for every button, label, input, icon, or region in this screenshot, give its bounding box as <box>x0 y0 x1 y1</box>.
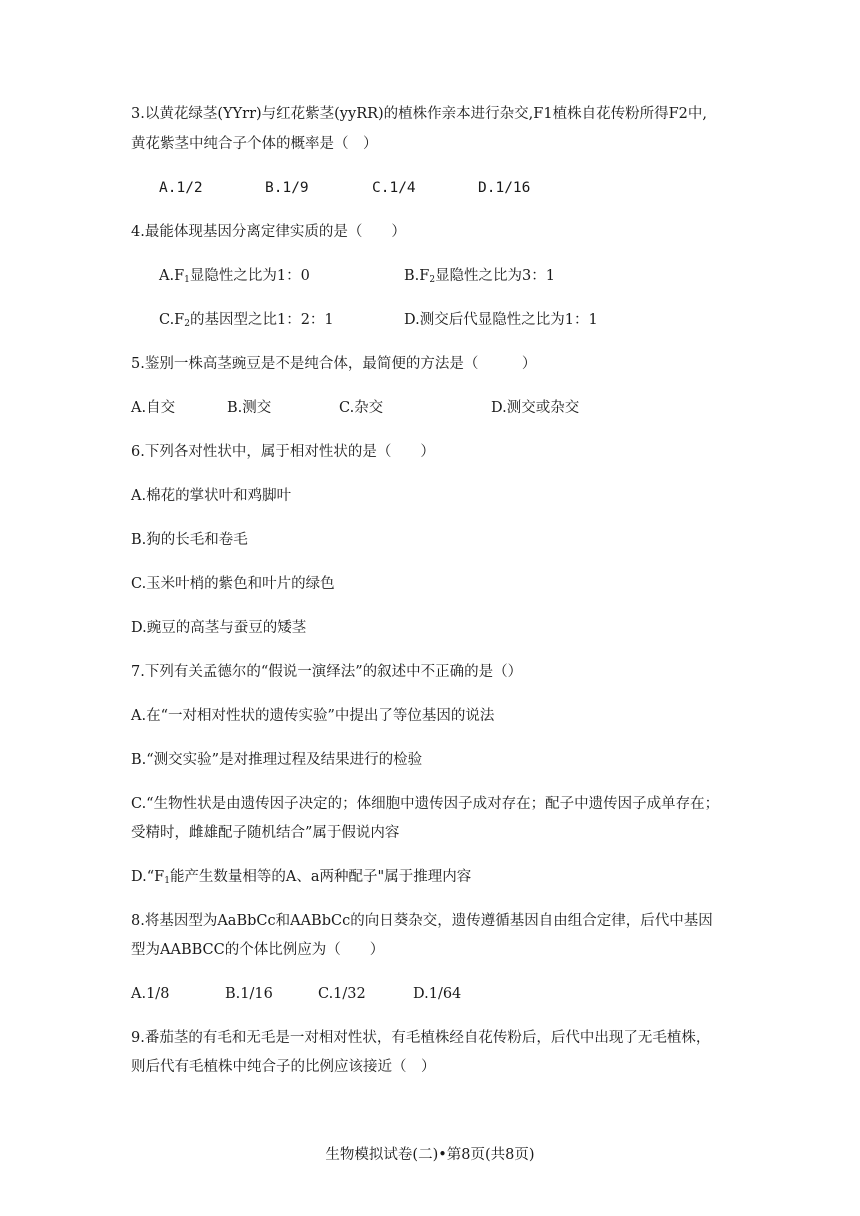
q7-option-a: A.在“一对相对性状的遗传实验”中提出了等位基因的说法 <box>131 708 495 724</box>
q7-option-c-line1: C.“生物性状是由遗传因子决定的；体细胞中遗传因子成对存在；配子中遗传因子成单存在； <box>131 796 720 812</box>
page-footer: 生物模拟试卷(二)•第8页(共8页) <box>325 1147 535 1163</box>
q8-stem-line1: 8.将基因型为AaBbCc和AABbCc的向日葵杂交，遗传遵循基因自由组合定律，后代中基因 <box>131 913 713 929</box>
q4-a-text: 显隐性之比为1：0 <box>189 268 310 284</box>
q5-option-a: A.自交 <box>131 400 176 416</box>
q7-d-prefix: D.“F <box>131 869 165 885</box>
q4-c-prefix: C.F <box>159 312 185 328</box>
q4-a-subscript: 1 <box>184 275 190 285</box>
q7-option-c-line2: 受精时，雌雄配子随机结合”属于假说内容 <box>131 825 400 841</box>
q9-stem-line1: 9.番茄茎的有毛和无毛是一对相对性状，有毛植株经自花传粉后，后代中出现了无毛植株， <box>131 1030 711 1046</box>
q6-stem: 6.下列各对性状中，属于相对性状的是（ ） <box>131 444 435 460</box>
q4-option-a <box>159 266 310 290</box>
q6-option-a: A.棉花的掌状叶和鸡脚叶 <box>131 488 292 504</box>
q7-option-d <box>131 867 471 891</box>
q3-stem-line1: 3.以黄花绿茎(YYrr)与红花紫茎(yyRR)的植株作亲本进行杂交,F1植株自花传粉所得F2中, <box>131 106 707 122</box>
q3-stem-line2: 黄花紫茎中纯合子个体的概率是（ ） <box>131 136 378 152</box>
q8-stem-line2: 型为AABBCC的个体比例应为（ ） <box>131 942 385 958</box>
q8-option-d: D.1/64 <box>413 986 462 1002</box>
q6-option-d: D.豌豆的高茎与蚕豆的矮茎 <box>131 620 307 636</box>
q5-option-b: B.测交 <box>227 400 272 416</box>
q4-a-prefix: A.F <box>159 268 185 284</box>
q3-option-d: D.1/16 <box>478 180 531 196</box>
q4-b-prefix: B.F <box>404 268 430 284</box>
q3-option-c: C.1/4 <box>372 180 416 196</box>
q5-option-c: C.杂交 <box>339 400 384 416</box>
q7-stem: 7.下列有关孟德尔的“假说一演绎法”的叙述中不正确的是（） <box>131 664 523 680</box>
q8-option-c: C.1/32 <box>318 986 366 1002</box>
q5-stem: 5.鉴别一株高茎豌豆是不是纯合体，最简便的方法是（ ） <box>131 356 537 372</box>
q4-option-b <box>404 266 555 290</box>
q8-option-a: A.1/8 <box>131 986 170 1002</box>
q4-stem: 4.最能体现基因分离定律实质的是（ ） <box>131 224 406 240</box>
q4-option-d: D.测交后代显隐性之比为1：1 <box>404 312 598 328</box>
q7-option-b: B.“测交实验”是对推理过程及结果进行的检验 <box>131 752 423 768</box>
q3-option-b: B.1/9 <box>265 180 309 196</box>
q4-b-text: 显隐性之比为3：1 <box>435 268 556 284</box>
q5-option-d: D.测交或杂交 <box>491 400 580 416</box>
q7-d-subscript: 1 <box>164 876 170 886</box>
q4-b-subscript: 2 <box>429 275 436 285</box>
q4-option-c <box>159 310 334 334</box>
q8-option-b: B.1/16 <box>225 986 273 1002</box>
q3-option-a: A.1/2 <box>159 180 203 196</box>
q4-c-text: 的基因型之比1：2：1 <box>189 312 334 328</box>
q4-c-subscript: 2 <box>184 319 190 329</box>
q7-d-text: 能产生数量相等的A、a两种配子"属于推理内容 <box>169 869 472 885</box>
q9-stem-line2: 则后代有毛植株中纯合子的比例应该接近（ ） <box>131 1059 436 1075</box>
q6-option-c: C.玉米叶梢的紫色和叶片的绿色 <box>131 576 335 592</box>
q6-option-b: B.狗的长毛和卷毛 <box>131 532 248 548</box>
